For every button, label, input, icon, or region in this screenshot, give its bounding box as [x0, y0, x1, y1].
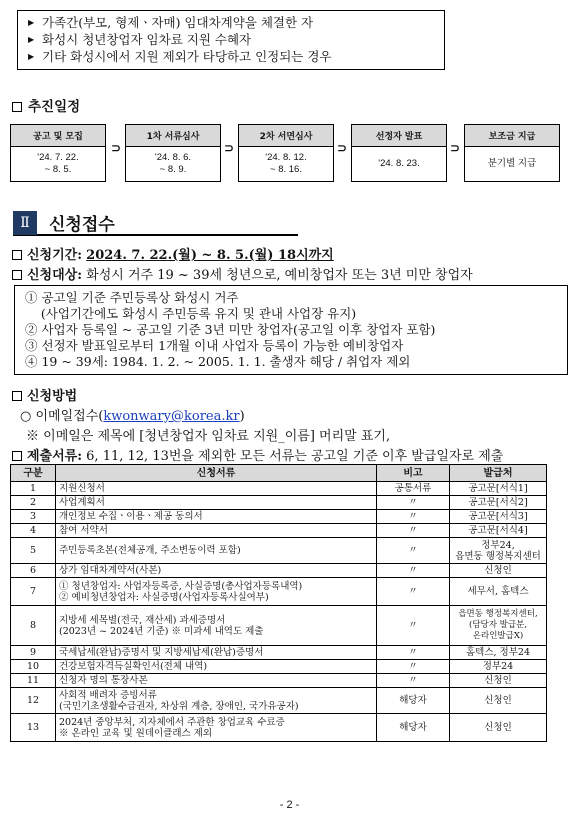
- section-title: 신청접수: [49, 215, 115, 235]
- row-number: 9: [11, 646, 56, 660]
- exclusion-box: [17, 10, 445, 70]
- row-number: 5: [11, 538, 56, 564]
- issuer: 신청인: [450, 674, 547, 688]
- row-number: 10: [11, 660, 56, 674]
- table-row: [11, 688, 547, 714]
- section-header: [13, 210, 298, 236]
- documents-line: 제출서류: 6, 11, 12, 13번을 제외한 모든 서류는 공고일 기준 이후 발급일자로 제출: [12, 445, 503, 464]
- document-name: 상가 임대차계약서(사본): [56, 564, 377, 578]
- issuer: 신청인: [450, 564, 547, 578]
- document-name: 신청자 명의 통장사본: [56, 674, 377, 688]
- schedule-step-announcement-selected: 선정자 발표 '24. 8. 23.: [351, 124, 447, 182]
- table-row: [11, 646, 547, 660]
- schedule-step-written-review: 2차 서면심사 '24. 8. 12. ~ 8. 16.: [238, 124, 334, 182]
- application-period: 신청기간: 2024. 7. 22.(월) ~ 8. 5.(월) 18시까지: [12, 244, 334, 263]
- schedule-heading: 추진일정: [12, 95, 80, 115]
- issuer: 정부24, 읍면동 행정복지센터: [450, 538, 547, 564]
- remark: 〃: [377, 578, 450, 606]
- issuer: 공고문[서식4]: [450, 524, 547, 538]
- document-name: 지방세 세목별(전국, 재산세) 과세증명서 (2023년 ~ 2024년 기준) ※ 미과세 내역도 제출: [56, 606, 377, 646]
- remark: 해당자: [377, 688, 450, 714]
- issuer: 읍면동 행정복지센터, (담당자 발급분, 온라인발급X): [450, 606, 547, 646]
- eligibility-item: ③ 선정자 발표일로부터 1개월 이내 사업자 등록이 가능한 예비창업자: [25, 338, 404, 353]
- page-number: - 2 -: [279, 799, 300, 811]
- triangle-bullet-icon: ▶: [28, 18, 35, 27]
- column-header: 발급처: [450, 465, 547, 482]
- document-name: 주민등록초본(전체공개, 주소변동이력 포함): [56, 538, 377, 564]
- document-name: ① 청년창업자: 사업자등록증, 사실증명(총사업자등록내역) ② 예비청년창업자: 사실증명(사업자등록사실여부): [56, 578, 377, 606]
- row-number: 4: [11, 524, 56, 538]
- issuer: 공고문[서식2]: [450, 496, 547, 510]
- schedule-step-document-review: 1차 서류심사 '24. 8. 6. ~ 8. 9.: [125, 124, 221, 182]
- issuer: 세무서, 홈텍스: [450, 578, 547, 606]
- remark: 〃: [377, 564, 450, 578]
- remark: 〃: [377, 524, 450, 538]
- eligibility-box: [14, 285, 568, 375]
- table-row: [11, 482, 547, 496]
- issuer: 공고문[서식3]: [450, 510, 547, 524]
- document-name: 사회적 배려자 증빙서류 (국민기초생활수급권자, 차상위 계층, 장애인, 국가유공자): [56, 688, 377, 714]
- arrow-icon: ⊃: [450, 141, 461, 155]
- table-row: [11, 660, 547, 674]
- document-name: 지원신청서: [56, 482, 377, 496]
- method-note: ※ 이메일은 제목에 [청년창업자 임차료 지원_이름] 머리말 표기,: [26, 429, 391, 444]
- row-number: 2: [11, 496, 56, 510]
- eligibility-item: ① 공고일 기준 주민등록상 화성시 거주: [25, 290, 239, 305]
- row-number: 12: [11, 688, 56, 714]
- remark: 공통서류: [377, 482, 450, 496]
- document-name: 개인정보 수집ㆍ이용ㆍ제공 동의서: [56, 510, 377, 524]
- remark: 〃: [377, 674, 450, 688]
- issuer: 홈텍스, 정부24: [450, 646, 547, 660]
- document-name: 참여 서약서: [56, 524, 377, 538]
- table-header-row: [11, 465, 547, 482]
- row-number: 3: [11, 510, 56, 524]
- issuer: 정부24: [450, 660, 547, 674]
- table-row: [11, 564, 547, 578]
- square-bullet-icon: [12, 391, 22, 401]
- issuer: 공고문[서식1]: [450, 482, 547, 496]
- remark: 〃: [377, 510, 450, 524]
- eligibility-item: ④ 19 ~ 39세: 1984. 1. 2. ~ 2005. 1. 1. 출생자 해당 / 취업자 제외: [25, 354, 411, 369]
- table-row: [11, 496, 547, 510]
- triangle-bullet-icon: ▶: [28, 35, 35, 44]
- eligibility-item: ② 사업자 등록일 ~ 공고일 기준 3년 미만 창업자(공고일 이후 창업자 포함): [25, 322, 436, 337]
- method-heading: 신청방법: [12, 385, 77, 404]
- table-row: [11, 524, 547, 538]
- issuer: 신청인: [450, 714, 547, 742]
- schedule-step-announcement: 공고 및 모집 '24. 7. 22. ~ 8. 5.: [10, 124, 106, 182]
- exclusion-item: ▶ 화성시 청년창업자 임차료 지원 수혜자: [28, 32, 252, 47]
- row-number: 1: [11, 482, 56, 496]
- remark: 〃: [377, 496, 450, 510]
- remark: 〃: [377, 606, 450, 646]
- square-bullet-icon: [12, 102, 22, 112]
- table-row: [11, 510, 547, 524]
- exclusion-item: ▶ 기타 화성시에서 지원 제외가 타당하고 인정되는 경우: [28, 49, 332, 64]
- row-number: 6: [11, 564, 56, 578]
- exclusion-item: ▶ 가족간(부모, 형제ㆍ자매) 임대차계약을 체결한 자: [28, 15, 314, 30]
- application-target: 신청대상: 화성시 거주 19 ~ 39세 청년으로, 예비창업자 또는 3년 미만 창업자: [12, 264, 473, 283]
- remark: 해당자: [377, 714, 450, 742]
- row-number: 11: [11, 674, 56, 688]
- schedule-step-subsidy-payment: 보조금 지급 분기별 지급: [464, 124, 560, 182]
- column-header: 비고: [377, 465, 450, 482]
- column-header: 신청서류: [56, 465, 377, 482]
- table-row: [11, 714, 547, 742]
- remark: 〃: [377, 538, 450, 564]
- triangle-bullet-icon: ▶: [28, 52, 35, 61]
- document-name: 사업계획서: [56, 496, 377, 510]
- document-name: 건강보험자격득실확인서(전체 내역): [56, 660, 377, 674]
- table-row: [11, 578, 547, 606]
- table-row: [11, 606, 547, 646]
- column-header: 구분: [11, 465, 56, 482]
- table-row: [11, 674, 547, 688]
- arrow-icon: ⊃: [111, 141, 122, 155]
- eligibility-item: (사업기간에도 화성시 주민등록 유지 및 관내 사업장 유지): [25, 306, 357, 321]
- row-number: 7: [11, 578, 56, 606]
- table-row: [11, 538, 547, 564]
- row-number: 8: [11, 606, 56, 646]
- square-bullet-icon: [12, 250, 22, 260]
- remark: 〃: [377, 660, 450, 674]
- section-number: Ⅱ: [13, 211, 37, 235]
- square-bullet-icon: [12, 451, 22, 461]
- method-email: ○ 이메일접수(kwonwary@korea.kr): [20, 409, 245, 424]
- documents-table: [10, 464, 547, 742]
- schedule-flow: [10, 124, 566, 182]
- arrow-icon: ⊃: [224, 141, 235, 155]
- issuer: 신청인: [450, 688, 547, 714]
- email-link[interactable]: kwonwary@korea.kr: [103, 409, 240, 424]
- document-name: 2024년 중앙부처, 지자체에서 주관한 창업교육 수료증 ※ 온라인 교육 및 원데이클래스 제외: [56, 714, 377, 742]
- row-number: 13: [11, 714, 56, 742]
- remark: 〃: [377, 646, 450, 660]
- document-name: 국세납세(완납)증명서 및 지방세납세(완납)증명서: [56, 646, 377, 660]
- arrow-icon: ⊃: [337, 141, 348, 155]
- square-bullet-icon: [12, 270, 22, 280]
